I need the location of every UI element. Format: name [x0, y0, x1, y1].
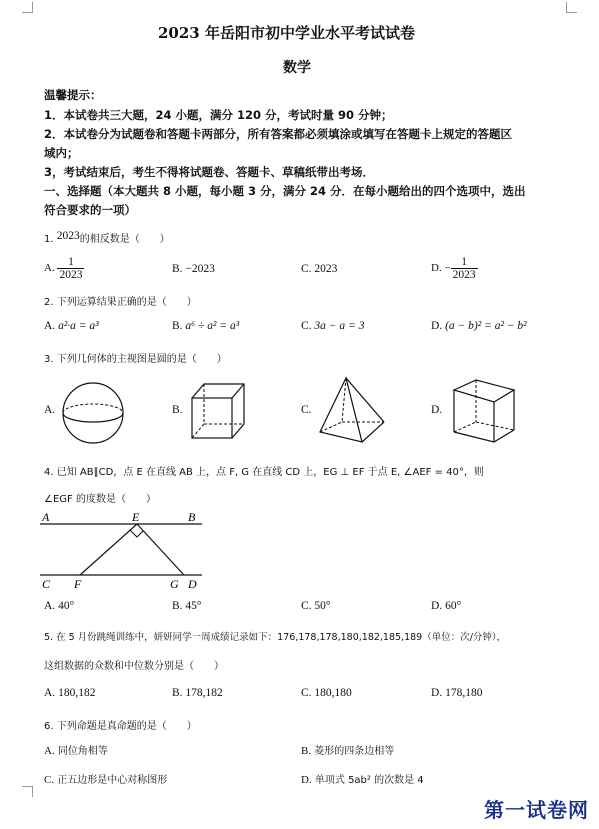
q3-option-b-label[interactable]: B.	[172, 404, 183, 416]
q6-option-a-label: A.	[44, 745, 55, 757]
q3-prism-figure	[450, 378, 518, 444]
q3-option-d-label[interactable]: D.	[431, 404, 443, 416]
q3-pyramid-figure	[316, 376, 386, 444]
q4-parallel-lines-figure	[38, 508, 208, 590]
corner-mark-top-right	[566, 2, 577, 13]
q2-option-a-text: a²·a = a³	[58, 320, 99, 332]
q4-option-d[interactable]	[431, 600, 461, 612]
q4-point-f: F	[74, 577, 82, 591]
notice-line-2: 2．本试卷分为试题卷和答题卡两部分，所有答案都必须填涂或填写在答题卡上规定的答题区	[44, 127, 512, 141]
q5-option-a[interactable]	[44, 687, 95, 699]
q1-option-b[interactable]	[172, 263, 215, 275]
question-4-line-1: 4. 已知 AB∥CD，点 E 在直线 AB 上，点 F, G 在直线 CD 上，EG ⊥ EF 于点 E, ∠AEF = 40°，则	[44, 467, 484, 478]
q2-option-b[interactable]	[172, 320, 239, 332]
q5-option-a-text: 180,182	[58, 687, 96, 699]
question-1-number: 1.	[44, 234, 54, 245]
q4-option-c[interactable]	[301, 600, 331, 612]
q4-option-b-label: B.	[172, 600, 183, 612]
q4-point-g: G	[170, 577, 179, 591]
q1-option-a-label: A.	[44, 262, 55, 275]
exam-subject: 数学	[283, 60, 311, 76]
q4-option-d-label: D.	[431, 600, 443, 612]
q6-option-b-text: 菱形的四条边相等	[314, 746, 395, 757]
q4-point-a: A	[42, 510, 50, 524]
q5-option-d-text: 178,180	[445, 687, 483, 699]
q3-sphere-figure	[60, 380, 126, 446]
q1-option-b-text: −2023	[185, 263, 215, 275]
q5-option-b[interactable]	[172, 687, 223, 699]
q5-option-a-label: A.	[44, 687, 56, 699]
q4-point-c: C	[42, 577, 51, 591]
q5-option-c[interactable]	[301, 687, 352, 699]
q1-option-c-text: 2023	[314, 263, 338, 275]
q3-option-a-label[interactable]: A.	[44, 404, 56, 416]
q3-option-c-label[interactable]: C.	[301, 404, 312, 416]
q1-a-numerator: 1	[57, 256, 84, 269]
q2-option-a-label: A.	[44, 320, 56, 332]
q6-option-a[interactable]	[44, 742, 108, 757]
q2-option-c-label: C.	[301, 320, 312, 332]
q1-option-d[interactable]	[431, 256, 478, 281]
q2-option-d[interactable]	[431, 320, 527, 332]
q1-option-c-label: C.	[301, 263, 312, 275]
q5-option-d-label: D.	[431, 687, 443, 699]
q1-d-numerator: 1	[451, 256, 478, 269]
q6-option-b[interactable]	[301, 742, 394, 757]
question-2-stem: 2. 下列运算结果正确的是（ ）	[44, 297, 197, 308]
q4-option-a[interactable]	[44, 600, 74, 612]
q4-option-a-label: A.	[44, 600, 56, 612]
section-heading: 一、选择题（本大题共 8 小题，每小题 3 分，满分 24 分．在每小题给出的四个选项中，选出	[44, 184, 526, 198]
q4-option-c-label: C.	[301, 600, 312, 612]
corner-mark-bottom-left	[22, 786, 33, 797]
q4-option-b-text: 45°	[185, 600, 202, 612]
q1-d-denominator: 2023	[452, 269, 476, 281]
site-watermark: 第一试卷网	[484, 798, 589, 822]
notice-line-1: 1．本试卷共三大题，24 小题，满分 120 分，考试时量 90 分钟；	[44, 108, 393, 122]
notice-line-3: 域内；	[44, 146, 79, 160]
q5-option-c-text: 180,180	[314, 687, 352, 699]
q1-option-a-fraction	[57, 256, 84, 281]
notice-line-4: 3，考试结束后，考生不得将试题卷、答题卡、草稿纸带出考场．	[44, 165, 374, 179]
q2-option-d-label: D.	[431, 320, 443, 332]
question-1-stem	[44, 230, 170, 245]
q1-a-denominator: 2023	[59, 269, 83, 281]
q5-option-b-label: B.	[172, 687, 183, 699]
q5-option-b-text: 178,182	[185, 687, 223, 699]
q6-option-c[interactable]	[44, 771, 167, 786]
q3-cube-figure	[186, 380, 248, 442]
q2-option-b-label: B.	[172, 320, 183, 332]
question-6-stem: 6. 下列命题是真命题的是（ ）	[44, 721, 197, 732]
q4-option-a-text: 40°	[58, 600, 75, 612]
q4-point-b: B	[188, 510, 196, 524]
q1-option-c[interactable]	[301, 263, 337, 275]
q4-option-d-text: 60°	[445, 600, 462, 612]
section-heading-cont: 符合要求的一项）	[44, 203, 136, 217]
q5-option-c-label: C.	[301, 687, 312, 699]
q6-option-a-text: 同位角相等	[57, 746, 108, 757]
question-1-text: 的相反数是（ ）	[79, 234, 170, 245]
question-4-line-2: ∠EGF 的度数是（ ）	[44, 494, 156, 505]
q2-option-c[interactable]	[301, 320, 364, 332]
corner-mark-top-left	[22, 2, 33, 13]
q1-option-d-label: D.	[431, 262, 442, 275]
q4-option-b[interactable]	[172, 600, 202, 612]
q4-point-d: D	[188, 577, 197, 591]
q6-option-d[interactable]	[301, 771, 424, 786]
q2-option-d-text: (a − b)² = a² − b²	[445, 320, 527, 332]
q1-option-d-sign: −	[444, 262, 451, 275]
q2-option-b-text: a⁶ ÷ a² = a³	[185, 320, 240, 332]
q2-option-c-text: 3a − a = 3	[314, 320, 365, 332]
exam-title: 2023 年岳阳市初中学业水平考试试卷	[158, 24, 415, 42]
q6-option-c-text: 正五边形是中心对称图形	[57, 775, 168, 786]
q6-option-c-label: C.	[44, 774, 55, 786]
q6-option-d-text: 单项式 5ab² 的次数是 4	[314, 775, 424, 786]
q1-option-d-fraction	[451, 256, 478, 281]
q6-option-d-label: D.	[301, 774, 312, 786]
question-1-base-number: 2023	[56, 230, 80, 242]
question-5-line-2: 这组数据的众数和中位数分别是（ ）	[44, 661, 224, 672]
question-3-stem: 3. 下列几何体的主视图是圆的是（ ）	[44, 354, 227, 365]
q1-option-b-label: B.	[172, 263, 183, 275]
q4-point-e: E	[132, 510, 140, 524]
q2-option-a[interactable]	[44, 320, 99, 332]
q6-option-b-label: B.	[301, 745, 312, 757]
q1-option-a[interactable]	[44, 256, 84, 281]
q4-option-c-text: 50°	[314, 600, 331, 612]
notice-heading: 温馨提示：	[44, 88, 102, 102]
q5-option-d[interactable]	[431, 687, 482, 699]
question-5-line-1: 5. 在 5 月份跳绳训练中，妍妍同学一周成绩记录如下：176,178,178,180,182,185,189（单位：次/分钟），	[44, 632, 507, 643]
